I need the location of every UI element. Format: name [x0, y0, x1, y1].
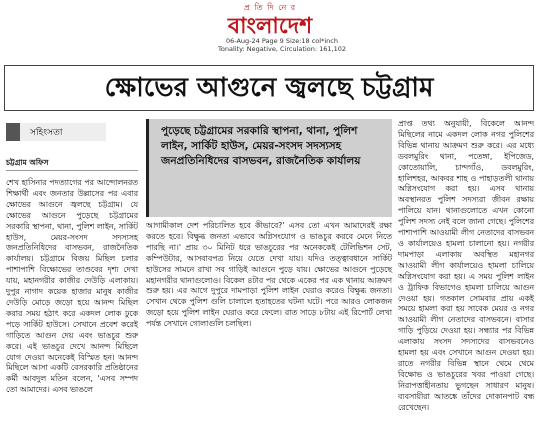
- article-column-2: [146, 221, 392, 332]
- byline: চট্টগ্রাম অফিস: [6, 158, 49, 167]
- headline: ক্ষোভের আগুনে জ্বলছে চট্টগ্রাম: [4, 65, 534, 111]
- column-2-text: আগামীকাল দেশ পরিচালিত হবে কীভাবে?' এসব তো এখন আমাদেরই রক্ষা করতে হবে। বিক্ষুব্ধ জনতা এভাবে অগ্নিসংযোগ ও ভাঙচুর করবে মেনে নিতে পারছি না।' প্রায় ৩০ মিনিট ধরে ভাঙচুরের পর অনেককেই টেলিভিশন সেট, কম্পিউটার, আসবাবপত্র নিয়ে যেতে দেখা যায়। যদিও তত্ত্বাবধানে সার্কিট হাউসের সামনে রাখা সব গাড়িই আগুনে পুড়ে যায়। ক্ষোভের আগুনে পুড়েছে মহানগরীর থানাগুলোও। বিকেল ৪টার পর থেকে একের পর এক থানায় আক্রমণ শুরু হয়। এর আগে দুপুরে দামপাড়া পুলিশ লাইন ঘেরাও করেও বিক্ষুব্ধ জনতা। সেখান থেকে পুলিশ গুলি চালালে হতাহতের ঘটনা ঘটে। পরে আরও লোকজন জড়ো হয়ে পুলিশ লাইন ঘেরাও করে ফেলে। রাত সাড়ে ৮টায় এই রিপোর্ট লেখা পর্যন্ত সেখানে গোলাগুলি চলছিল।: [146, 221, 392, 329]
- pull-quote: পুড়েছে চট্টগ্রামের সরকারি স্থাপনা, থানা, পুলিশ লাইন, সার্কিট হাউস, মেয়র-সংসদ সদস্যসহ জনপ্রতিনিধিদের বাসভবন, রাজনৈতিক কার্যালয়: [146, 119, 392, 217]
- byline-divider: [6, 170, 138, 171]
- masthead: [0, 0, 540, 53]
- article-column-1: [6, 178, 138, 398]
- section-label-text: সহিংসতা: [30, 128, 63, 138]
- section-label: [6, 123, 106, 141]
- article-column-3: [398, 119, 534, 415]
- newspaper-logo: বাংলাদেশ: [227, 13, 313, 39]
- column-1-text: শেখ হাসিনার পদত্যাগের পর আন্দোলনরত শিক্ষার্থী এবং জনতার উল্লাসের পর এবার ক্ষোভের আগুনে জ্বলছে চট্টগ্রাম। যে ক্ষোভের আগুনে পুড়েছে চট্টগ্রামের সরকারি স্থাপনা, থানা, পুলিশ লাইন, সার্কিট হাউস, মেয়র-সংসদ সদস্যসহ জনপ্রতিনিধিদের বাসভবন, রাজনৈতিক কার্যালয়। চট্টগ্রামে বিজয় মিছিল চলার পাশাপাশি বিক্ষোভের তাণ্ডবের দৃশ্য দেখা যায়, মহানগরীর কাজীর দেউড়ি এলাকায়। দুপুর নাগাদ কয়েক হাজার মানুষ কাজীর দেউড়ি মোড়ে জড়ো হয়ে আনন্দ মিছিল করার সময় হঠাৎ করে একদল লোক ঢুকে পড়ে সার্কিট হাউসে। সেখানে প্রবেশ করেই গাড়িতে আগুন দেয় এবং ভাঙচুর শুরু করে। এই ভাঙচুর দেখে আনন্দ মিছিলে যোগ দেওয়া অনেকেই বিস্মিত হন। আনন্দ মিছিলে আসা একটি বেসরকারি প্রতিষ্ঠানের কর্মী আবদুল মতিন বলেন, 'এসব সম্পদ তো আমাদের। এসব ভাঙলে: [6, 178, 138, 395]
- clip-metadata: [218, 37, 346, 53]
- column-3-text: প্রাপ্ত তথ্য অনুযায়ী, বিকেলে আনন্দ মিছিলের নামে একদল লোক নগর পুলিশের বিভিন্ন থানায় আক্রমণ শুরু করে। এর মধ্যে ডবলমুরিং থানা, পতেঙ্গা, ইপিজেড, কোতোয়ালি, চান্দগাঁও, ডবলমুরিং, হালিশহর, আকবর শাহ ও পাহাড়তলী থানায় অগ্নিসংযোগ করা হয়। এসব থানায় অবস্থানরত পুলিশ সদস্যরা জীবন রক্ষায় পালিয়ে যান। থানাগুলোতে এখন কোনো পুলিশ সদস্য নেই বলে জানা গেছে। পুলিশের পাশাপাশি আওয়ামী লীগ নেতাদের বাসভবন ও কার্যালয়েও হামলা চালানো হয়। নগরীর দামপাড়া এলাকায় অবস্থিত মহানগর আওয়ামী লীগ কার্যালয়েও হামলা চালিয়ে অগ্নিসংযোগ করা হয়। এ সময় পুলিশ লাইন ও ট্রাফিক বিভাগেও হামলা চালিয়ে আগুন দেওয়া হয়। গতকাল সোমবার প্রায় একই সময়ে হামলা করা হয় সাবেক মেয়র ও নগর আওয়ামী লীগ নেতাদের বাসভবনে। বাসার গাড়ি পুড়িয়ে দেওয়া হয়। সন্ধ্যার পর বিভিন্ন এলাকায় সংসদ সদস্যদের বাসভবনেও হামলা হয় এবং সেখানে আগুন দেওয়া হয়। রাতে নগরীর বিভিন্ন স্থানে থেমে থেমে বিক্ষোভ ও ভাঙচুরের খবর পাওয়া গেছে। নিরাপত্তাহীনতায় ভুগছেন সাধারণ মানুষ। ব্যবসায়ীরা আতঙ্কে তাঁদের দোকানপাট বন্ধ রেখেছেন।: [398, 119, 534, 412]
- masthead-tagline: প্র তি দি নে র: [243, 3, 297, 12]
- clip-meta-line-1: 06-Aug-24 Page 9 Size:18 col*inch: [226, 37, 338, 45]
- clip-meta-line-2: Tonality: Negative, Circulation: 161,102: [218, 45, 346, 53]
